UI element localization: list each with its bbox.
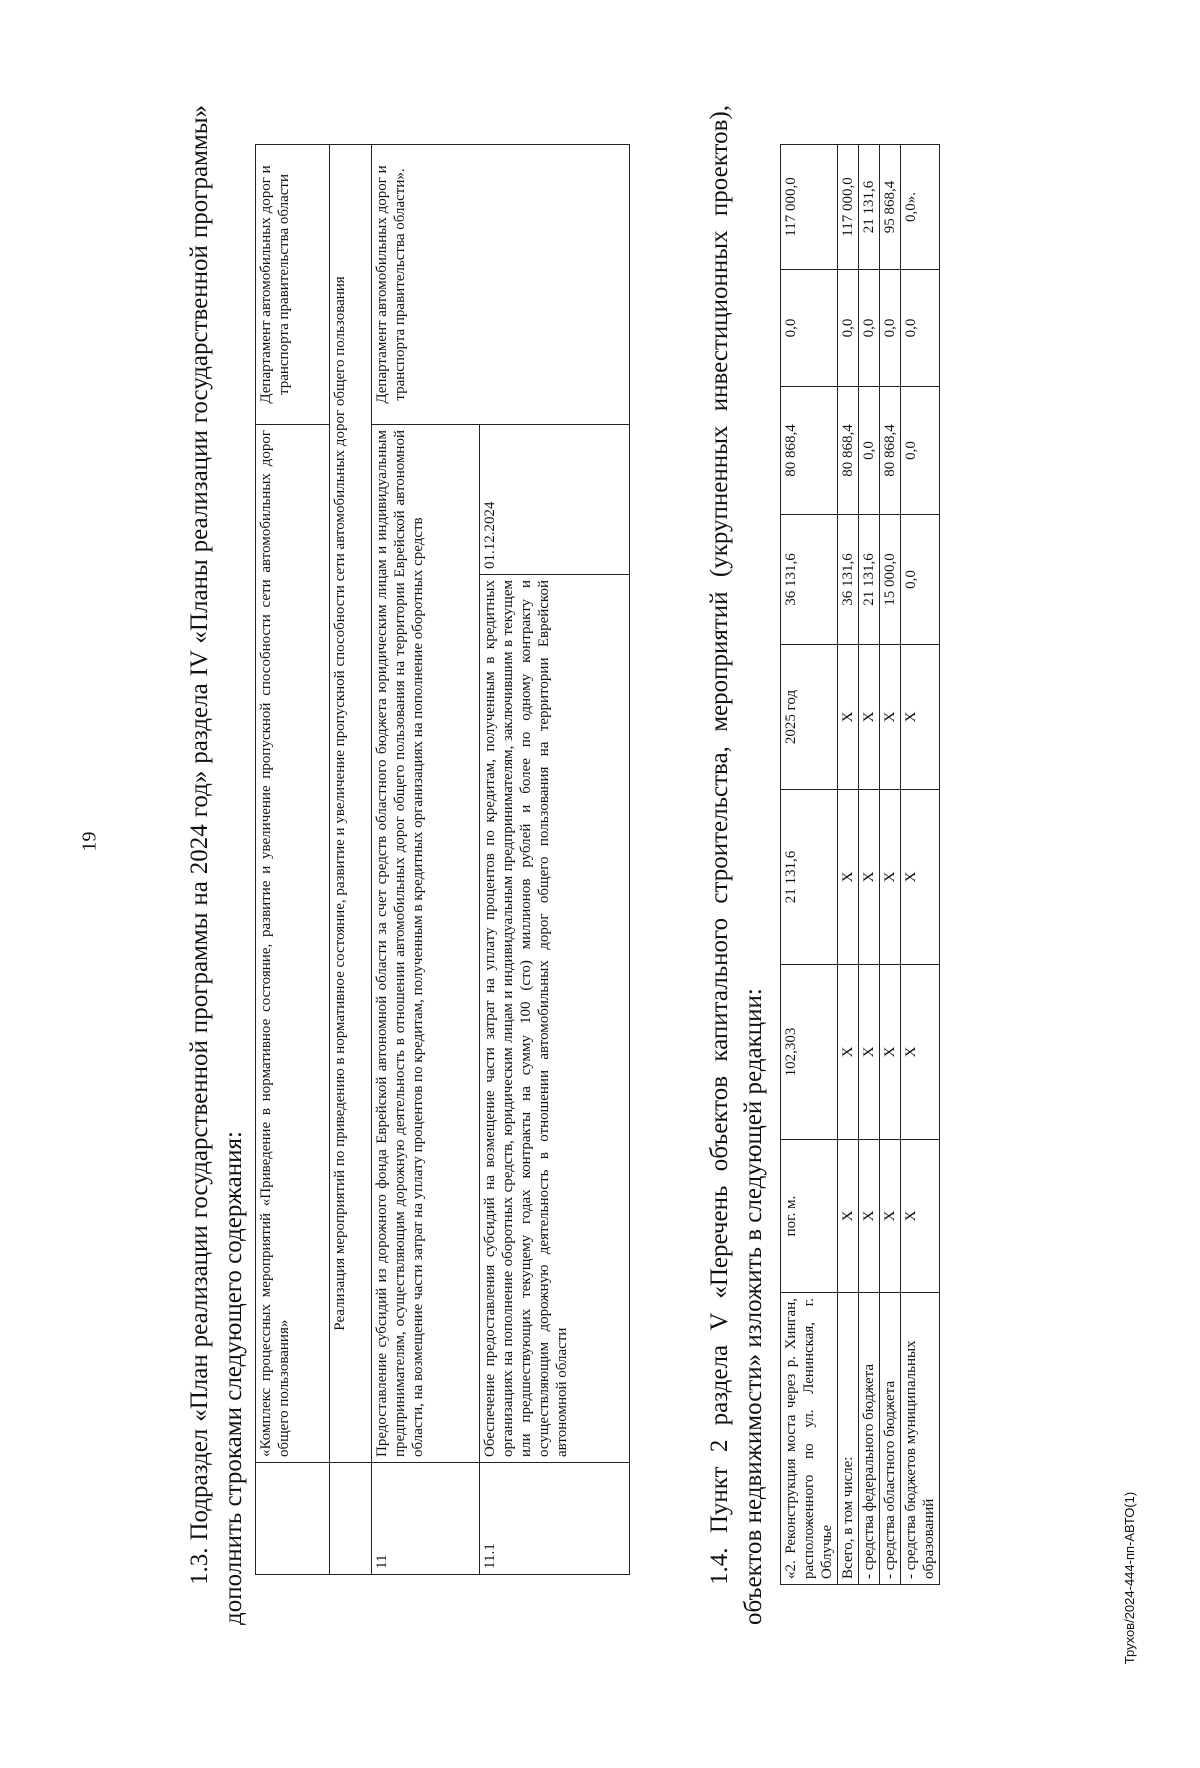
table-cell: 0,0 bbox=[901, 515, 940, 645]
table-cell: 21 131,6 bbox=[859, 145, 880, 270]
table-cell: 2025 год bbox=[781, 645, 838, 790]
table-cell-responsible: Департамент автомобильных дорог и транспорта правительства области». bbox=[372, 145, 630, 425]
table-row bbox=[859, 145, 880, 1585]
table-cell: - средства областного бюджета bbox=[880, 1293, 901, 1585]
table-cell: 36 131,6 bbox=[838, 515, 859, 645]
table-cell-num: 11 bbox=[372, 1463, 480, 1575]
table-cell: Всего, в том числе: bbox=[838, 1293, 859, 1585]
table-cell: 0,0 bbox=[838, 270, 859, 387]
rotated-content bbox=[155, 85, 1155, 1645]
table-cell: Х bbox=[901, 790, 940, 965]
table-cell: 0,0 bbox=[880, 270, 901, 387]
table-cell: Х bbox=[838, 1140, 859, 1293]
table-cell: Х bbox=[901, 645, 940, 790]
table-cell: 0,0 bbox=[781, 270, 838, 387]
table-cell: Х bbox=[859, 965, 880, 1140]
table-cell-num bbox=[330, 1463, 372, 1575]
table-cell: 36 131,6 bbox=[781, 515, 838, 645]
plan-2024-table bbox=[255, 144, 630, 1575]
table-cell: - средства бюджетов муниципальных образований bbox=[901, 1293, 940, 1585]
table-row bbox=[838, 145, 859, 1585]
table-cell-num bbox=[256, 1463, 330, 1575]
table-row bbox=[880, 145, 901, 1585]
page-number: 19 bbox=[78, 831, 101, 852]
table-cell: 102,303 bbox=[781, 965, 838, 1140]
table-cell: Х bbox=[859, 645, 880, 790]
table-cell-date: 01.12.2024 bbox=[480, 425, 630, 575]
section-1-3-paragraph: 1.3. Подраздел «План реализации государственной программы на 2024 год» раздела IV «Планы реализации государственной программы» дополнить строками следующего содержания: bbox=[186, 105, 247, 1625]
table-cell-text: Предоставление субсидий из дорожного фонда Еврейской автономной области за счет средств областного бюджета юридическим лицам и индивидуальным предпринимателям, осуществляющим дорожную деятельность в отношении автомобильных дорог общего пользования на территории Еврейской автономной области, на возмещение части затрат на уплату процентов по кредитам, полученным в кредитных организациях на пополнение оборотных средств bbox=[372, 425, 480, 1463]
table-cell: пог. м. bbox=[781, 1140, 838, 1293]
table-cell: 95 868,4 bbox=[880, 145, 901, 270]
table-cell: Х bbox=[880, 1140, 901, 1293]
table-cell: 80 868,4 bbox=[838, 387, 859, 515]
document-code: Трухов/2024-444-пп-АВТО(1) bbox=[1122, 1491, 1137, 1665]
table-cell: 80 868,4 bbox=[781, 387, 838, 515]
table-cell: Х bbox=[880, 645, 901, 790]
table-cell: Х bbox=[880, 790, 901, 965]
table-cell: 0,0 bbox=[859, 270, 880, 387]
table-row bbox=[372, 145, 480, 1575]
table-cell: Х bbox=[880, 965, 901, 1140]
table-cell: 0,0 bbox=[901, 387, 940, 515]
table-cell: 0,0 bbox=[859, 387, 880, 515]
table-cell: Х bbox=[859, 1140, 880, 1293]
table-cell: 21 131,6 bbox=[859, 515, 880, 645]
table-cell: 117 000,0 bbox=[781, 145, 838, 270]
table-row bbox=[330, 145, 372, 1575]
table-cell-text: Обеспечение предоставления субсидий на возмещение части затрат на уплату процентов по кредитам, полученным в кредитных организациях на пополнение оборотных средств, юридическим лицам и индивидуальным предпринимателям, заключившим в текущем или предшествующих текущему годах контракты на сумму 100 (сто) миллионов рублей и более по одному контракту и осуществляющим дорожную деятельность в отношении автомобильных дорог общего пользования на территории Еврейской автономной области bbox=[480, 575, 630, 1463]
table-cell: 117 000,0 bbox=[838, 145, 859, 270]
capital-construction-table bbox=[780, 144, 940, 1585]
table-cell-responsible: Департамент автомобильных дорог и транспорта правительства области bbox=[256, 145, 330, 425]
table-cell: Х bbox=[838, 645, 859, 790]
table-cell: - средства федерального бюджета bbox=[859, 1293, 880, 1585]
table-cell: Х bbox=[859, 790, 880, 965]
table-cell: 0,0 bbox=[901, 270, 940, 387]
table-cell: 0,0». bbox=[901, 145, 940, 270]
table-row bbox=[901, 145, 940, 1585]
table-cell-merged: Реализация мероприятий по приведению в нормативное состояние, развитие и увеличение пропускной способности сети автомобильных дорог общего пользования bbox=[330, 145, 372, 1463]
table-cell: Х bbox=[838, 790, 859, 965]
table-cell-text: «Комплекс процессных мероприятий «Приведение в нормативное состояние, развитие и увеличение пропускной способности сети автомобильных дорог общего пользования» bbox=[256, 425, 330, 1463]
table-cell: Х bbox=[901, 1140, 940, 1293]
table-cell: Х bbox=[901, 965, 940, 1140]
section-1-4-paragraph: 1.4. Пункт 2 раздела V «Перечень объектов капитального строительства, мероприятий (укрупненных инвестиционных проектов), объектов недвижимости» изложить в следующей редакции: bbox=[706, 105, 767, 1625]
table-row bbox=[781, 145, 838, 1585]
table-row bbox=[256, 145, 330, 1575]
table-cell-num: 11.1 bbox=[480, 1463, 630, 1575]
table-cell: 80 868,4 bbox=[880, 387, 901, 515]
table-cell: 15 000,0 bbox=[880, 515, 901, 645]
table-cell: 21 131,6 bbox=[781, 790, 838, 965]
table-cell: Х bbox=[838, 965, 859, 1140]
table-cell: «2. Реконструкция моста через р. Хинган, расположенного по ул. Ленинская, г. Облучье bbox=[781, 1293, 838, 1585]
